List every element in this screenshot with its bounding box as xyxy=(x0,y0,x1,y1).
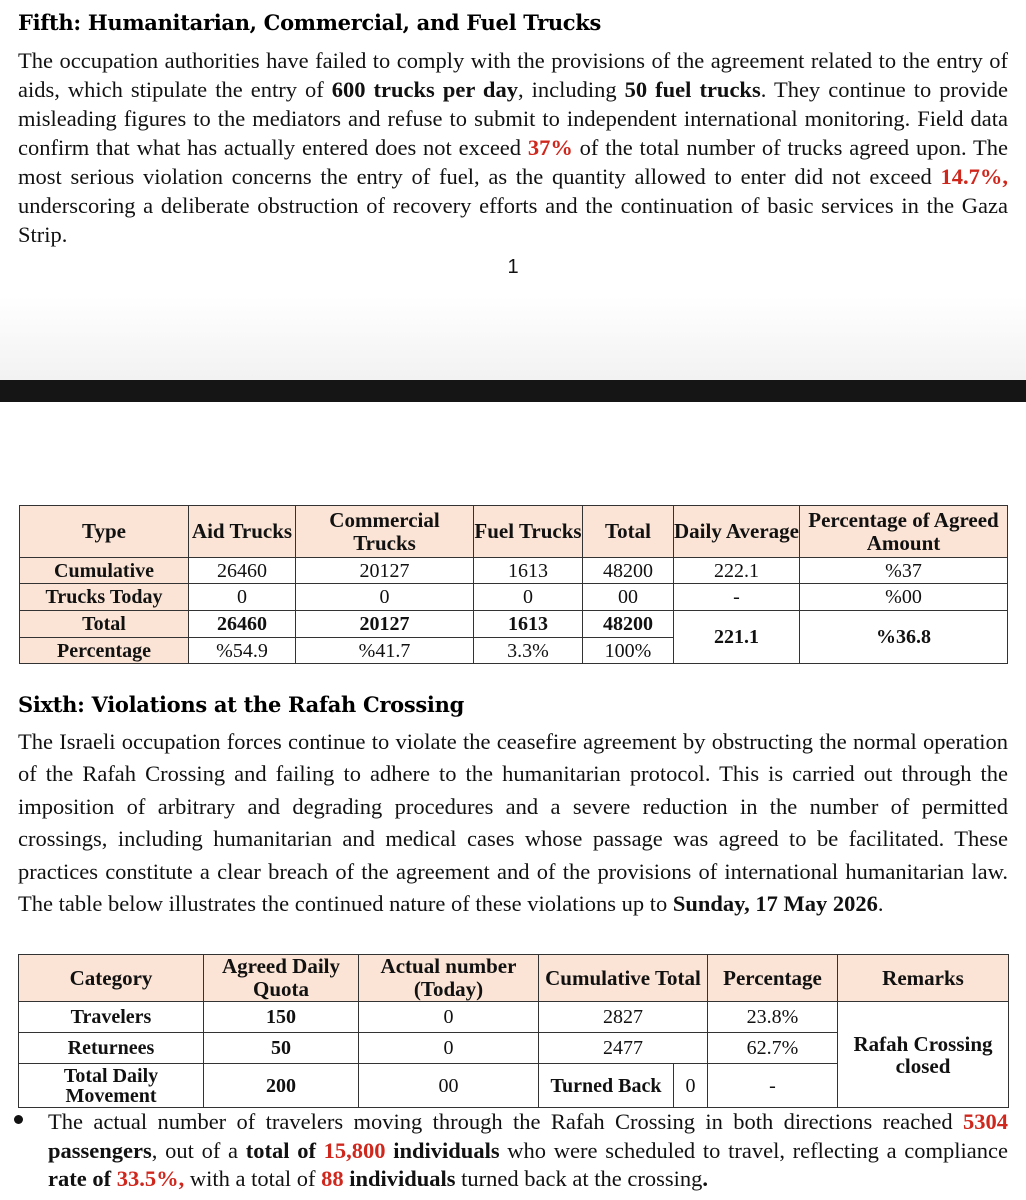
column-header: Type xyxy=(20,506,189,558)
column-header: Category xyxy=(19,955,204,1002)
column-header: Total xyxy=(583,506,674,558)
table-cell: 26460 xyxy=(189,558,296,584)
page-bottom-margin xyxy=(0,296,1026,380)
bullet-paragraph: The actual number of travelers moving through the Rafah Crossing in both directions reached 5304 passengers, out of a total of 15,800 individuals who were scheduled to travel, reflecting a compliance rate of 33.5%, with a total of 88 individuals turned back at the crossing. xyxy=(48,1109,1008,1191)
table-cell: 00 xyxy=(359,1064,539,1108)
table-cell: %00 xyxy=(800,584,1008,611)
table-cell: 20127 xyxy=(296,558,474,584)
table-row xyxy=(20,611,1008,638)
table-cell: 1613 xyxy=(474,558,583,584)
column-header: Percentage xyxy=(708,955,838,1002)
table-cell: 20127 xyxy=(296,611,474,638)
table-cell: %41.7 xyxy=(296,638,474,664)
remarks-cell: Rafah Crossing closed xyxy=(838,1002,1009,1108)
row-label: Percentage xyxy=(20,638,189,664)
table-cell: 48200 xyxy=(583,558,674,584)
column-header: Percentage of Agreed Amount xyxy=(800,506,1008,558)
merged-agreed-percentage: %36.8 xyxy=(800,611,1008,664)
table-cell: 2827 xyxy=(539,1002,708,1033)
table-cell: 200 xyxy=(204,1064,359,1108)
section-paragraph: The occupation authorities have failed to comply with the provisions of the agreement related to the entry of aids, which stipulate the entry of 600 trucks per day, including 50 fuel trucks. They continue to provide misleading figures to the mediators and refuse to submit to independent international monitoring. Field data confirm that what has actually entered does not exceed 37% of the total number of trucks agreed upon. The most serious violation concerns the entry of fuel, as the quantity allowed to enter did not exceed 14.7%, underscoring a deliberate obstruction of recovery efforts and the continuation of basic services in the Gaza Strip. xyxy=(18,48,1008,247)
bullet-icon xyxy=(14,1115,23,1124)
report-date: Sunday, 17 May 2026 xyxy=(672,891,878,917)
section-heading: Sixth: Violations at the Rafah Crossing xyxy=(18,692,464,717)
table-cell: 3.3% xyxy=(474,638,583,664)
table-cell: 0 xyxy=(359,1033,539,1064)
table-cell: 0 xyxy=(296,584,474,611)
trucks-per-day: 600 trucks per day xyxy=(331,77,518,102)
column-header: Remarks xyxy=(838,955,1009,1002)
table-cell: %54.9 xyxy=(189,638,296,664)
table-row xyxy=(20,584,1008,611)
column-header: Commercial Trucks xyxy=(296,506,474,558)
percent-entered: 37% xyxy=(527,135,573,160)
row-label: Returnees xyxy=(19,1033,204,1064)
column-header: Daily Average xyxy=(674,506,800,558)
table-cell: - xyxy=(708,1064,838,1108)
row-label: Travelers xyxy=(19,1002,204,1033)
table-cell: 50 xyxy=(204,1033,359,1064)
table-cell: 00 xyxy=(583,584,674,611)
turned-back-label: Turned Back xyxy=(539,1064,674,1108)
column-header: Actual number (Today) xyxy=(359,955,539,1002)
table-cell: 0 xyxy=(474,584,583,611)
table-cell: 0 xyxy=(359,1002,539,1033)
table-cell: 1613 xyxy=(474,611,583,638)
table-header-row xyxy=(19,955,1009,1002)
column-header: Agreed Daily Quota xyxy=(204,955,359,1002)
section-heading: Fifth: Humanitarian, Commercial, and Fuel Trucks xyxy=(18,10,602,35)
table-cell: 48200 xyxy=(583,611,674,638)
table-cell: 26460 xyxy=(189,611,296,638)
table-cell: - xyxy=(674,584,800,611)
row-label: Cumulative xyxy=(20,558,189,584)
page-number: 1 xyxy=(507,256,519,278)
table-row xyxy=(20,558,1008,584)
table-cell: %37 xyxy=(800,558,1008,584)
table-cell: 100% xyxy=(583,638,674,664)
table-cell: 62.7% xyxy=(708,1033,838,1064)
table-header-row xyxy=(20,506,1008,558)
turned-back-value: 0 xyxy=(674,1064,708,1108)
column-header: Fuel Trucks xyxy=(474,506,583,558)
merged-daily-average: 221.1 xyxy=(674,611,800,664)
table-cell: 150 xyxy=(204,1002,359,1033)
fuel-trucks: 50 fuel trucks xyxy=(624,77,761,102)
table-cell: 0 xyxy=(189,584,296,611)
row-label: Total Daily Movement xyxy=(19,1064,204,1108)
column-header: Cumulative Total xyxy=(539,955,708,1002)
percent-fuel: 14.7%, xyxy=(940,164,1008,189)
rafah-table xyxy=(18,954,1009,1108)
page-divider xyxy=(0,380,1026,402)
row-label: Trucks Today xyxy=(20,584,189,611)
table-cell: 2477 xyxy=(539,1033,708,1064)
section-paragraph: The Israeli occupation forces continue to violate the ceasefire agreement by obstructing the normal operation of the Rafah Crossing and failing to adhere to the humanitarian protocol. This is carried out through the imposition of arbitrary and degrading procedures and a severe reduction in the number of permitted crossings, including humanitarian and medical cases whose passage was agreed to be facilitated. These practices constitute a clear breach of the agreement and of the provisions of international humanitarian law. The table below illustrates the continued nature of these violations up to Sunday, 17 May 2026. xyxy=(18,729,1008,917)
table-row xyxy=(19,1002,1009,1033)
table-cell: 222.1 xyxy=(674,558,800,584)
row-label: Total xyxy=(20,611,189,638)
column-header: Aid Trucks xyxy=(189,506,296,558)
table-cell: 23.8% xyxy=(708,1002,838,1033)
trucks-table xyxy=(19,505,1008,664)
